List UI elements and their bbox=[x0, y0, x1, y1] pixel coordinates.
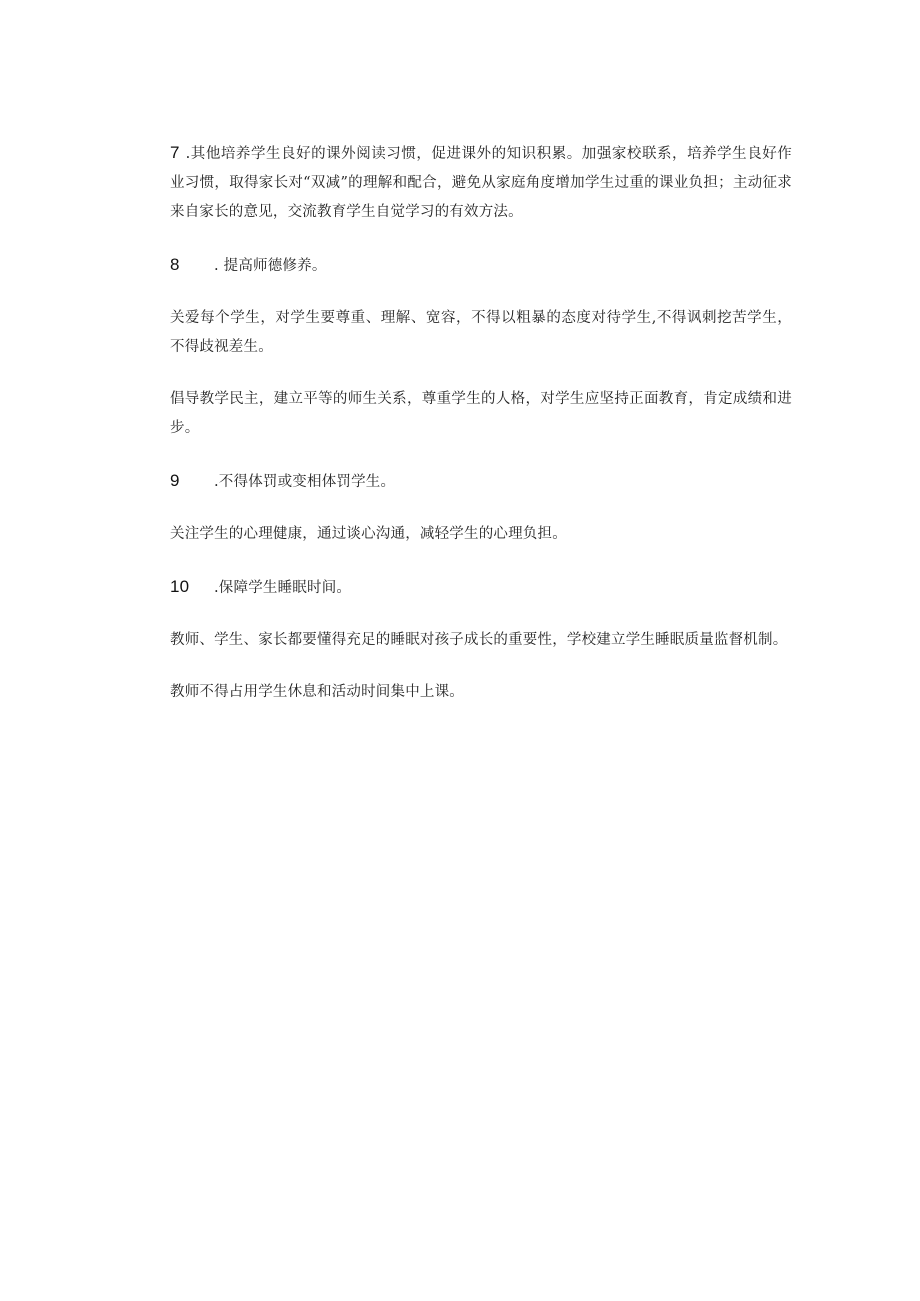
item-text: .不得体罚或变相体罚学生。 bbox=[214, 474, 396, 490]
item-text: .保障学生睡眠时间。 bbox=[214, 580, 352, 596]
heading-item-9 bbox=[170, 466, 792, 497]
item-text: . 提高师德修养。 bbox=[214, 258, 327, 274]
paragraph: 关爱每个学生，对学生要尊重、理解、宽容，不得以粗暴的态度对待学生,不得讽刺挖苦学生，不得歧视差生。 bbox=[170, 310, 792, 355]
heading-item-10 bbox=[170, 572, 792, 603]
paragraph-item-7 bbox=[170, 138, 792, 227]
item-number: 8 bbox=[170, 255, 180, 274]
paragraph: 倡导教学民主，建立平等的师生关系，尊重学生的人格，对学生应坚持正面教育，肯定成绩和进步。 bbox=[170, 391, 792, 436]
paragraph: 教师、学生、家长都要懂得充足的睡眠对孩子成长的重要性，学校建立学生睡眠质量监督机制。 bbox=[170, 632, 788, 648]
item-number: 9 bbox=[170, 471, 180, 490]
paragraph: 关注学生的心理健康，通过谈心沟通，减轻学生的心理负担。 bbox=[170, 526, 567, 542]
paragraph: 教师不得占用学生休息和活动时间集中上课。 bbox=[170, 684, 464, 700]
item-number: 7 bbox=[170, 143, 180, 162]
item-text: .其他培养学生良好的课外阅读习惯，促进课外的知识积累。加强家校联系，培养学生良好作业习惯，取得家长对“双减”的理解和配合，避免从家庭角度增加学生过重的课业负担；主动征求来自家长的意见，交流教育学生自觉学习的有效方法。 bbox=[170, 146, 792, 220]
item-number: 10 bbox=[170, 577, 190, 596]
heading-item-8 bbox=[170, 250, 792, 281]
document-body bbox=[170, 138, 792, 730]
